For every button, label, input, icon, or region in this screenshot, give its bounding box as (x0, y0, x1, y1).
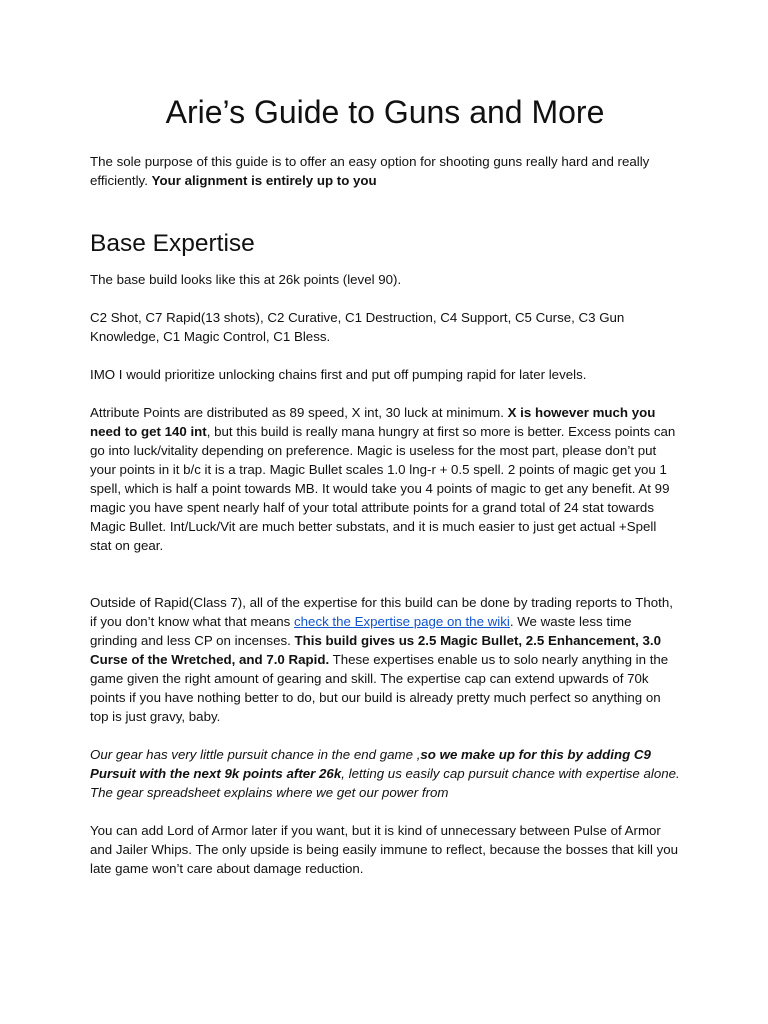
outside-paragraph (90, 593, 680, 726)
imo-paragraph: IMO I would prioritize unlocking chains first and put off pumping rapid for later levels. (90, 367, 587, 382)
base-build-paragraph: The base build looks like this at 26k points (level 90). (90, 272, 402, 287)
outside-text-1: Outside of Rapid(Class 7), all of the expertise for this build can be done by trading reports to Thoth, if you don’t know what that means (90, 595, 673, 629)
attribute-bold: X is however much you need to get 140 int (90, 405, 656, 439)
section-heading: Base Expertise (90, 230, 255, 257)
attribute-text-2: , but this build is really mana hungry at first so more is better. Excess points can go into luck/vitality depending on preference. Magic is useless for the most part, please don’t put your points in it b/c it is a trap. Magic Bullet scales 1.0 lng-r + 0.5 spell. 2 points of magic get you 1 spell, which is half a point towards MB. It would take you 4 points of magic to get any benefit. At 99 magic you have spent nearly half of your total attribute points for a grand total of 24 stat towards Magic Bullet. Int/Luck/Vit are much better substats, and it is much easier to just get actual +Spell stat on gear. (90, 424, 676, 553)
intro-paragraph (90, 152, 680, 190)
expertise-wiki-link[interactable]: check the Expertise page on the wiki (294, 614, 510, 629)
lord-of-armor-paragraph: You can add Lord of Armor later if you want, but it is kind of unnecessary between Pulse of Armor and Jailer Whips. The only upside is being easily immune to reflect, because the bosses that kill you late game won’t care about damage reduction. (90, 823, 679, 876)
attribute-text-1: Attribute Points are distributed as 89 speed, X int, 30 luck at minimum. (90, 405, 508, 420)
intro-text: The sole purpose of this guide is to offer an easy option for shooting guns really hard and really efficiently. (90, 154, 650, 188)
chains-paragraph: C2 Shot, C7 Rapid(13 shots), C2 Curative, C1 Destruction, C4 Support, C5 Curse, C3 Gun Knowledge, C1 Magic Control, C1 Bless. (90, 310, 625, 344)
attribute-paragraph (90, 403, 680, 555)
gear-bold-italic: so we make up for this by adding C9 Pursuit with the next 9k points after 26k (90, 747, 651, 781)
document-title: Arie’s Guide to Guns and More (165, 94, 605, 130)
outside-bold: This build gives us 2.5 Magic Bullet, 2.5 Enhancement, 3.0 Curse of the Wretched, and 7.0 Rapid. (90, 633, 662, 667)
outside-text-3: These expertises enable us to solo nearly anything in the game given the right amount of gearing and skill. The expertise cap can extend upwards of 70k points if you have nothing better to do, but our build is already pretty much perfect so anything on top is just gravy, baby. (90, 652, 669, 724)
gear-italic-1: Our gear has very little pursuit chance in the end game , (90, 747, 421, 762)
intro-bold: Your alignment is entirely up to you (151, 173, 377, 188)
gear-italic-2: , letting us easily cap pursuit chance with expertise alone. The gear spreadsheet explains where we get our power from (90, 766, 680, 800)
gear-paragraph (90, 745, 680, 802)
outside-text-2: . We waste less time grinding and less CP on incenses. (90, 614, 632, 648)
